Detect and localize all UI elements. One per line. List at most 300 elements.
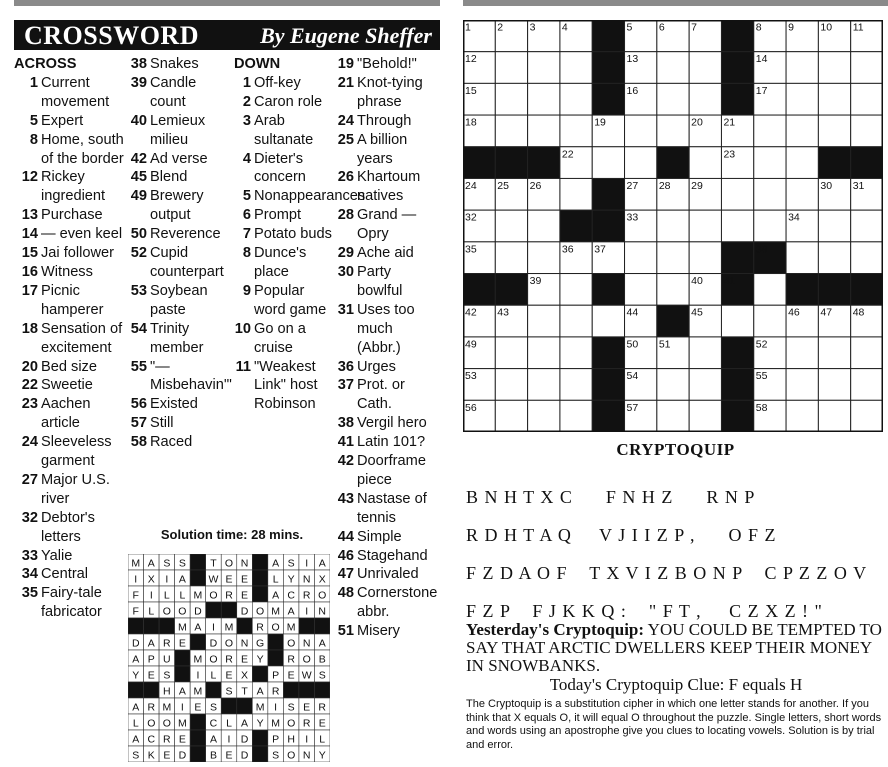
solution-letter: S <box>287 701 295 714</box>
solution-letter: B <box>318 653 326 666</box>
cell-number: 5 <box>626 21 633 34</box>
across-clue-12[interactable] <box>14 168 128 206</box>
grid-cell[interactable] <box>818 52 850 84</box>
grid-cell[interactable] <box>657 52 689 84</box>
cell-number: 34 <box>788 211 800 224</box>
cell-number: 38 <box>755 243 768 256</box>
solution-block <box>128 618 144 634</box>
grid-cell[interactable] <box>689 83 721 115</box>
solution-letter: X <box>147 573 155 586</box>
grid-cell[interactable] <box>689 242 721 274</box>
grid-cell[interactable] <box>754 305 786 337</box>
grid-cell[interactable] <box>818 210 850 242</box>
cell-number: 12 <box>465 53 477 66</box>
clue-text: Sleeveless garment <box>41 434 112 470</box>
across-clue-27[interactable] <box>14 471 128 509</box>
solution-letter: T <box>241 685 248 698</box>
solution-block <box>190 746 206 762</box>
solution-block <box>252 554 268 570</box>
across-clue-50[interactable] <box>128 225 234 244</box>
solution-letter: D <box>209 637 218 650</box>
across-clue-1[interactable] <box>14 74 128 112</box>
clue-number: 9 <box>242 282 251 299</box>
grid-cell[interactable] <box>560 400 592 432</box>
clue-number: 21 <box>337 74 354 91</box>
cell-number: 16 <box>626 84 639 97</box>
clue-number: 5 <box>29 112 38 129</box>
grid-cell[interactable] <box>851 210 883 242</box>
top-rule-left <box>14 0 440 6</box>
grid-cell[interactable] <box>754 210 786 242</box>
solution-letter: O <box>287 749 296 762</box>
down-clue-8[interactable] <box>234 244 337 282</box>
grid-cell[interactable] <box>495 210 527 242</box>
cell-number: 33 <box>626 211 639 224</box>
across-clue-24[interactable] <box>14 433 128 471</box>
clue-text: Dieter's concern <box>254 150 306 186</box>
down-clue-47[interactable] <box>337 565 440 584</box>
clue-number: 6 <box>242 207 251 224</box>
cell-number: 8 <box>755 21 762 34</box>
solution-letter: I <box>305 605 309 618</box>
solution-letter: P <box>147 653 155 666</box>
across-clue-53[interactable] <box>128 282 234 320</box>
clue-text: Uses too much (Abbr.) <box>357 301 415 356</box>
solution-letter: O <box>255 605 265 618</box>
solution-letter: M <box>131 557 141 570</box>
grid-cell[interactable] <box>818 369 850 401</box>
grid-cell[interactable] <box>495 337 527 369</box>
grid-cell[interactable] <box>528 83 560 115</box>
grid-cell[interactable] <box>786 115 818 147</box>
across-clue-38[interactable] <box>128 55 234 74</box>
solution-letter: E <box>241 573 249 586</box>
grid-cell[interactable] <box>851 52 883 84</box>
grid-cell[interactable] <box>528 305 560 337</box>
grid-cell[interactable] <box>625 242 657 274</box>
clue-text: Brewery output <box>150 188 204 224</box>
across-clue-33[interactable] <box>14 547 128 566</box>
clue-number: 32 <box>21 509 38 526</box>
crossword-grid[interactable] <box>463 20 883 432</box>
solution-letter: N <box>302 637 311 650</box>
grid-cell[interactable] <box>528 52 560 84</box>
clue-number: 39 <box>130 74 147 91</box>
across-clue-23[interactable] <box>14 395 128 433</box>
grid-cell[interactable] <box>818 83 850 115</box>
grid-block <box>463 274 495 306</box>
down-clue-38[interactable] <box>337 414 440 433</box>
cell-number: 58 <box>755 401 768 414</box>
solution-block <box>314 682 330 698</box>
grid-cell[interactable] <box>528 115 560 147</box>
cell-number: 41 <box>723 275 736 288</box>
grid-cell[interactable] <box>560 52 592 84</box>
down-clue-26[interactable] <box>337 168 440 206</box>
grid-cell[interactable] <box>689 400 721 432</box>
solution-letter: E <box>163 749 171 762</box>
down-clue-48[interactable] <box>337 584 440 622</box>
grid-cell[interactable] <box>721 305 753 337</box>
grid-cell[interactable] <box>592 305 624 337</box>
grid-cell[interactable] <box>818 242 850 274</box>
clue-number: 43 <box>337 490 354 507</box>
cell-number: 43 <box>497 306 509 319</box>
cryptoquip-line-4: F Z P F J K K Q : " F T , C Z X Z ! " <box>466 601 823 621</box>
grid-cell[interactable] <box>495 83 527 115</box>
grid-block <box>786 274 818 306</box>
solution-letter: T <box>210 557 217 570</box>
clue-number: 42 <box>337 453 354 470</box>
down-clue-41[interactable] <box>337 433 440 452</box>
cell-number: 35 <box>465 243 477 256</box>
down-clue-30[interactable] <box>337 263 440 301</box>
grid-cell[interactable] <box>495 369 527 401</box>
grid-cell[interactable] <box>818 115 850 147</box>
across-clue-52[interactable] <box>128 244 234 282</box>
grid-block <box>721 20 753 52</box>
across-clue-8[interactable] <box>14 131 128 169</box>
grid-cell[interactable] <box>657 400 689 432</box>
grid-cell[interactable] <box>689 147 721 179</box>
grid-cell[interactable] <box>851 369 883 401</box>
grid-block <box>592 274 624 306</box>
solution-letter: A <box>178 685 186 698</box>
grid-cell[interactable] <box>495 242 527 274</box>
across-clue-20[interactable] <box>14 358 128 377</box>
grid-cell[interactable] <box>495 52 527 84</box>
grid-cell[interactable] <box>689 52 721 84</box>
solution-time-label: Solution time: 28 mins. <box>160 527 304 542</box>
across-clue-17[interactable] <box>14 282 128 320</box>
solution-letter: A <box>147 557 155 570</box>
across-clue-14[interactable] <box>14 225 128 244</box>
clue-number: 25 <box>337 131 354 148</box>
solution-letter: D <box>194 605 202 618</box>
clue-number: 46 <box>337 547 354 564</box>
grid-cell[interactable] <box>851 337 883 369</box>
down-clue-37[interactable] <box>337 376 440 414</box>
solution-block <box>237 618 253 634</box>
cell-number: 46 <box>788 306 800 319</box>
clue-number: 14 <box>21 226 38 243</box>
solution-letter: O <box>302 653 311 666</box>
grid-cell[interactable] <box>754 274 786 306</box>
solution-letter: L <box>272 573 279 586</box>
grid-block <box>592 52 624 84</box>
clue-text: Still <box>150 415 174 432</box>
grid-cell[interactable] <box>689 369 721 401</box>
across-clue-18[interactable] <box>14 320 128 358</box>
grid-cell[interactable] <box>721 178 753 210</box>
cell-number: 18 <box>465 116 477 129</box>
down-clue-2[interactable] <box>234 93 337 112</box>
down-clue-43[interactable] <box>337 490 440 528</box>
grid-cell[interactable] <box>754 178 786 210</box>
cell-number: 23 <box>723 148 736 161</box>
solution-letter: O <box>178 605 187 618</box>
grid-cell[interactable] <box>657 115 689 147</box>
grid-cell[interactable] <box>689 337 721 369</box>
clue-number: 45 <box>130 169 147 186</box>
across-clue-45[interactable] <box>128 168 234 187</box>
grid-cell[interactable] <box>786 242 818 274</box>
grid-cell[interactable] <box>560 305 592 337</box>
grid-cell[interactable] <box>560 369 592 401</box>
grid-cell[interactable] <box>786 83 818 115</box>
solution-block <box>128 682 144 698</box>
clue-text: "Weakest Link" host Robinson <box>254 358 318 413</box>
grid-cell[interactable] <box>786 178 818 210</box>
solution-letter: I <box>165 573 169 586</box>
cell-number: 10 <box>820 21 833 34</box>
down-clue-31[interactable] <box>337 301 440 358</box>
down-clue-21[interactable] <box>337 74 440 112</box>
solution-block <box>221 602 237 618</box>
across-clue-13[interactable] <box>14 206 128 225</box>
solution-letter: S <box>132 749 140 762</box>
down-clue-3[interactable] <box>234 112 337 150</box>
cell-number: 2 <box>497 21 504 34</box>
grid-block <box>463 147 495 179</box>
cell-number: 28 <box>658 179 671 192</box>
solution-letter: D <box>240 733 249 746</box>
grid-block <box>851 274 883 306</box>
grid-cell[interactable] <box>818 337 850 369</box>
clue-text: Picnic hamperer <box>41 282 104 318</box>
grid-block <box>818 147 850 179</box>
grid-cell[interactable] <box>786 147 818 179</box>
solution-letter: I <box>196 669 200 682</box>
across-clue-22[interactable] <box>14 376 128 395</box>
down-clue-11[interactable] <box>234 358 337 415</box>
clue-text: Go on a cruise <box>254 320 306 356</box>
cell-number: 14 <box>755 53 768 66</box>
solution-letter: Y <box>318 749 326 762</box>
solution-letter: O <box>147 717 156 730</box>
clue-number: 3 <box>242 112 251 129</box>
down-clue-42[interactable] <box>337 452 440 490</box>
down-clue-9[interactable] <box>234 282 337 320</box>
grid-cell[interactable] <box>786 52 818 84</box>
clue-number: 57 <box>130 415 147 432</box>
clue-number: 26 <box>337 169 354 186</box>
across-clue-5[interactable] <box>14 112 128 131</box>
grid-cell[interactable] <box>657 210 689 242</box>
down-clue-44[interactable] <box>337 528 440 547</box>
clue-text: Potato buds <box>254 226 332 243</box>
solution-letter: G <box>255 637 265 650</box>
cell-number: 39 <box>529 275 542 288</box>
grid-cell[interactable] <box>657 83 689 115</box>
solution-block <box>190 570 206 586</box>
grid-cell[interactable] <box>786 400 818 432</box>
solution-letter: M <box>271 717 280 730</box>
grid-cell[interactable] <box>560 178 592 210</box>
cell-number: 30 <box>820 179 833 192</box>
solution-letter: E <box>147 669 155 682</box>
solution-block <box>252 570 268 586</box>
down-clue-36[interactable] <box>337 358 440 377</box>
grid-cell[interactable] <box>754 147 786 179</box>
solution-block <box>190 730 206 746</box>
grid-cell[interactable] <box>657 242 689 274</box>
grid-cell[interactable] <box>495 115 527 147</box>
solution-letter: R <box>163 637 171 650</box>
grid-cell[interactable] <box>721 210 753 242</box>
solution-letter: R <box>271 685 280 698</box>
grid-cell[interactable] <box>689 210 721 242</box>
across-clue-42[interactable] <box>128 150 234 169</box>
grid-cell[interactable] <box>657 274 689 306</box>
grid-block <box>495 274 527 306</box>
clue-text: Khartoum natives <box>357 169 421 205</box>
solution-letter: N <box>240 557 249 570</box>
clue-number: 1 <box>242 74 251 91</box>
across-clue-57[interactable] <box>128 414 234 433</box>
grid-cell[interactable] <box>560 337 592 369</box>
across-clue-49[interactable] <box>128 187 234 225</box>
clue-text: Arab sultanate <box>254 112 314 148</box>
down-clue-5[interactable] <box>234 187 366 206</box>
across-clue-56[interactable] <box>128 395 234 414</box>
solution-block <box>144 618 160 634</box>
clue-text: Existed <box>150 396 198 413</box>
down-clue-51[interactable] <box>337 622 440 641</box>
cryptoquip-line-1: B N H T X C F N H Z R N P <box>466 487 756 507</box>
across-clue-15[interactable] <box>14 244 128 263</box>
grid-cell[interactable] <box>625 115 657 147</box>
clue-number: 51 <box>337 623 354 640</box>
clue-number: 53 <box>130 282 147 299</box>
across-clue-32[interactable] <box>14 509 128 547</box>
down-clue-6[interactable] <box>234 206 337 225</box>
cell-number: 20 <box>691 116 703 129</box>
grid-block <box>528 147 560 179</box>
down-clue-29[interactable] <box>337 244 440 263</box>
grid-cell[interactable] <box>754 115 786 147</box>
clue-number: 35 <box>21 585 38 602</box>
clue-number: 30 <box>337 263 354 280</box>
across-clue-16[interactable] <box>14 263 128 282</box>
across-clue-58[interactable] <box>128 433 234 452</box>
solution-letter: O <box>287 637 296 650</box>
clue-text: Urges <box>357 358 396 375</box>
clue-number: 2 <box>242 93 251 110</box>
across-clue-39[interactable] <box>128 74 234 112</box>
solution-letter: R <box>302 589 311 602</box>
solution-letter: L <box>179 589 186 602</box>
clue-text: Expert <box>41 112 84 129</box>
grid-cell[interactable] <box>528 210 560 242</box>
solution-letter: F <box>132 589 139 602</box>
solution-letter: N <box>302 749 311 762</box>
cell-number: 51 <box>658 338 671 351</box>
grid-cell[interactable] <box>786 337 818 369</box>
solution-letter: L <box>148 605 155 618</box>
across-clue-34[interactable] <box>14 565 128 584</box>
solution-letter: E <box>225 749 233 762</box>
grid-cell[interactable] <box>786 369 818 401</box>
across-clue-55[interactable] <box>128 358 234 396</box>
clue-number: 44 <box>337 528 354 545</box>
clue-number: 42 <box>130 150 147 167</box>
down-clue-28[interactable] <box>337 206 440 244</box>
down-clue-1[interactable] <box>234 74 337 93</box>
grid-cell[interactable] <box>560 83 592 115</box>
grid-cell[interactable] <box>528 242 560 274</box>
down-clue-46[interactable] <box>337 547 440 566</box>
grid-cell[interactable] <box>495 400 527 432</box>
grid-cell[interactable] <box>851 400 883 432</box>
solution-letter: M <box>255 701 265 714</box>
clue-number: 10 <box>234 320 251 337</box>
solution-letter: P <box>272 669 280 682</box>
clue-column-4 <box>337 55 440 641</box>
solution-letter: N <box>318 605 327 618</box>
grid-cell[interactable] <box>851 115 883 147</box>
solution-letter: O <box>224 557 234 570</box>
solution-letter: D <box>178 749 187 762</box>
grid-cell[interactable] <box>851 83 883 115</box>
clue-number: 23 <box>21 396 38 413</box>
grid-cell[interactable] <box>818 400 850 432</box>
across-clue-54[interactable] <box>128 320 234 358</box>
grid-cell[interactable] <box>657 369 689 401</box>
solution-letter: A <box>194 621 202 634</box>
across-clue-40[interactable] <box>128 112 234 150</box>
grid-cell[interactable] <box>625 274 657 306</box>
across-clue-35[interactable] <box>14 584 128 622</box>
grid-cell[interactable] <box>560 115 592 147</box>
cell-number: 57 <box>626 401 639 414</box>
grid-cell[interactable] <box>560 274 592 306</box>
grid-cell[interactable] <box>528 337 560 369</box>
solution-letter: O <box>271 621 280 634</box>
clue-text: Prompt <box>254 207 302 224</box>
solution-letter: I <box>212 621 215 634</box>
down-clue-24[interactable] <box>337 112 440 131</box>
grid-cell[interactable] <box>528 369 560 401</box>
clue-number: 11 <box>235 358 251 375</box>
down-clue-25[interactable] <box>337 131 440 169</box>
cell-number: 13 <box>626 53 639 66</box>
down-clue-10[interactable] <box>234 320 337 358</box>
grid-cell[interactable] <box>851 242 883 274</box>
solution-letter: O <box>318 589 327 602</box>
down-clue-7[interactable] <box>234 225 337 244</box>
solution-letter: E <box>303 701 311 714</box>
clue-text: Dunce's place <box>254 245 307 280</box>
solution-letter: C <box>147 733 156 746</box>
grid-cell[interactable] <box>625 147 657 179</box>
grid-cell[interactable] <box>528 400 560 432</box>
down-clue-19[interactable] <box>337 55 440 74</box>
solution-letter: M <box>178 621 187 634</box>
crossword-title: CROSSWORD <box>24 21 199 50</box>
down-clue-4[interactable] <box>234 150 337 188</box>
grid-block <box>560 210 592 242</box>
solution-letter: L <box>210 669 217 682</box>
clue-number: 15 <box>21 245 38 262</box>
solution-letter: I <box>180 701 184 714</box>
clue-text: Aachen article <box>41 396 91 432</box>
solution-letter: E <box>194 701 202 714</box>
solution-block <box>252 730 268 746</box>
clue-number: 56 <box>130 396 147 413</box>
grid-cell[interactable] <box>592 147 624 179</box>
clue-text: Latin 101? <box>357 434 426 451</box>
